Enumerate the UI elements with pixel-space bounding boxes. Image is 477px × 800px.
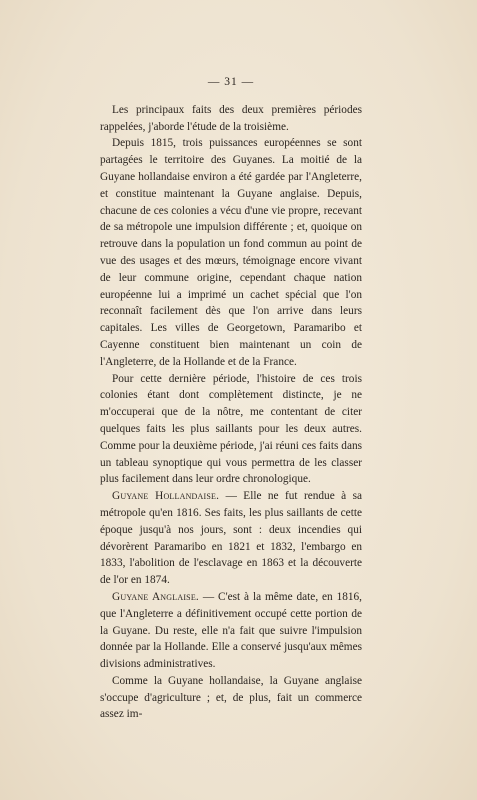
paragraph-guyane-hollandaise-text: — Elle ne fut rendue à sa métropole qu'en 1816. Ses faits, les plus saillants de cette époque jusqu'à nos jours, sont : deux incendies qui dévorèrent Paramaribo en 1821 et 1832, l'embargo en 1833, l'abolition de l'esclavage en 1863 et la découverte de l'or en 1874. (100, 490, 362, 587)
paragraph-guyane-anglaise (100, 589, 362, 673)
page-number: — 31 — (207, 76, 255, 88)
paragraph-6 (100, 673, 362, 723)
paragraph-1 (100, 102, 362, 136)
paragraph-3 (100, 371, 362, 489)
paragraph-1-text: Les principaux faits des deux premières périodes rappelées, j'aborde l'étude de la troisième. (100, 103, 362, 133)
paragraph-3-text: Pour cette dernière période, l'histoire de ces trois colonies étant dont complètement distincte, je ne m'occuperai que de la nôtre, me contentant de citer quelques faits les plus saillants pour les deux autres. Comme pour la deuxième période, j'ai réuni ces faits dans un tableau synoptique qui vous permettra de les classer plus facilement dans leur ordre chronologique. (100, 372, 362, 486)
paragraph-2 (100, 135, 362, 370)
section-heading-guyane-anglaise: Guyane Anglaise. (112, 590, 199, 603)
paragraph-2-text: Depuis 1815, trois puissances européennes se sont partagées le territoire des Guyanes. La moitié de la Guyane hollandaise environ a été gardée par l'Angleterre, et constitue maintenant la Guyane anglaise. Depuis, chacune de ces colonies a vécu d'une vie propre, recevant de sa métropole une impulsion différente ; et, quoique on retrouve dans la population un fond commun au point de vue des usages et des mœurs, témoignage encore vivant de leur commune origine, cependant chaque nation européenne lui a imprimé un cachet spécial que l'on reconnaît facilement dès que l'on arrive dans leurs capitales. Les villes de Georgetown, Paramaribo et Cayenne constituent bien maintenant un coin de l'Angleterre, de la Hollande et de la France. (100, 137, 362, 368)
paragraph-6-text: Comme la Guyane hollandaise, la Guyane anglaise s'occupe d'agriculture ; et, de plus, fait un commerce assez im- (100, 674, 362, 721)
paragraph-guyane-hollandaise (100, 488, 362, 589)
paragraph-guyane-anglaise-text: — C'est à la même date, en 1816, que l'Angleterre a définitivement occupé cette portion de la Guyane. Du reste, elle n'a fait que suivre l'impulsion donnée par la Hollande. Elle a conservé jusqu'aux mêmes divisions administratives. (100, 590, 363, 671)
section-heading-guyane-hollandaise: Guyane Hollandaise. (112, 490, 220, 503)
page-text-block (100, 74, 362, 723)
